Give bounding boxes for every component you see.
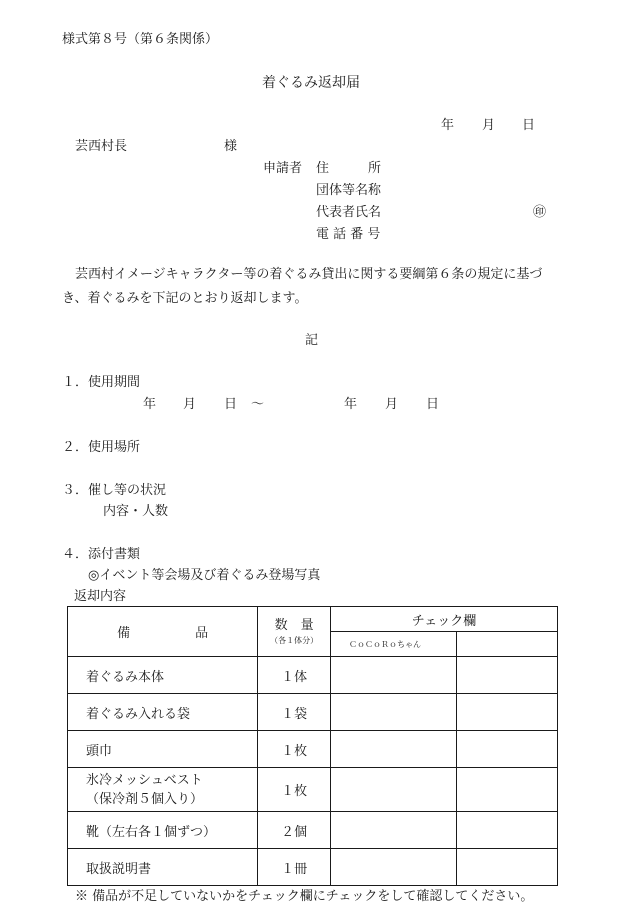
item-name: 着ぐるみ本体 (68, 657, 258, 694)
check-cell[interactable] (456, 849, 557, 886)
table-row (68, 768, 558, 812)
ki-heading: 記 (305, 333, 319, 348)
date-year-label: 年 (441, 118, 455, 133)
period-tilde: 〜 (251, 397, 265, 412)
item-name: 取扱説明書 (68, 849, 258, 886)
check-cell[interactable] (331, 694, 457, 731)
qty-column-header (258, 607, 331, 657)
addressee-name: 芸西村長 (75, 139, 128, 154)
applicant-representative-label: 代表者氏名 (316, 205, 382, 220)
item-name: 靴（左右各１個ずつ） (68, 812, 258, 849)
check-cell[interactable] (331, 849, 457, 886)
item-qty: １冊 (258, 849, 331, 886)
applicant-group-label: 団体等名称 (316, 183, 382, 198)
period-from-year: 年 (143, 397, 157, 412)
check-cell[interactable] (331, 731, 457, 768)
item-qty: １枚 (258, 731, 331, 768)
period-to-day: 日 (426, 397, 440, 412)
period-from-day: 日 (224, 397, 238, 412)
check-cell[interactable] (456, 812, 557, 849)
check-cell[interactable] (456, 731, 557, 768)
footer-note: ※ 備品が不足していないかをチェック欄にチェックをして確認してください。 (75, 889, 534, 904)
table-row (68, 812, 558, 849)
period-to-month: 月 (385, 397, 399, 412)
addressee-honorific: 様 (224, 139, 238, 154)
period-to-year: 年 (344, 397, 358, 412)
item-name: 頭巾 (68, 731, 258, 768)
applicant-phone-label: 電 話 番 号 (316, 227, 381, 242)
date-month-label: 月 (482, 118, 496, 133)
section-1-heading: １．使用期間 (62, 375, 141, 390)
item-name (68, 768, 258, 812)
section-3-heading: ３．催し等の状況 (62, 483, 167, 498)
check-cell[interactable] (331, 768, 457, 812)
applicant-label: 申請者 (263, 161, 303, 176)
item-name-line1: 氷冷メッシュベスト (86, 772, 203, 788)
body-text: 芸西村イメージキャラクター等の着ぐるみ貸出に関する要綱第６条の規定に基づき、着ぐるみを下記のとおり返却します。 (62, 267, 543, 306)
item-qty: ２個 (258, 812, 331, 849)
item-qty: １袋 (258, 694, 331, 731)
page-title: 着ぐるみ返却届 (262, 75, 360, 91)
item-qty: １枚 (258, 768, 331, 812)
check-cell[interactable] (331, 657, 457, 694)
item-column-header: 備 品 (68, 607, 258, 657)
date-day-label: 日 (522, 118, 536, 133)
section-4-heading: ４．添付書類 (62, 547, 141, 562)
check-cell[interactable] (331, 812, 457, 849)
item-name: 着ぐるみ入れる袋 (68, 694, 258, 731)
table-row (68, 849, 558, 886)
check-cell[interactable] (456, 694, 557, 731)
table-row (68, 657, 558, 694)
applicant-address-label: 住 所 (316, 161, 382, 176)
seal-mark: ㊞ (533, 205, 547, 220)
qty-header-label: 数 量 (274, 617, 314, 633)
form-number: 様式第８号（第６条関係） (62, 32, 219, 47)
table-row (68, 694, 558, 731)
table-row (68, 731, 558, 768)
period-from-month: 月 (183, 397, 197, 412)
section-2-heading: ２．使用場所 (62, 440, 141, 455)
check-column-blank (456, 632, 557, 657)
qty-header-sub: （各１体分） (270, 635, 319, 645)
section-4-sub: ◎イベント等会場及び着ぐるみ登場写真 (88, 568, 321, 583)
return-items-table (67, 606, 558, 886)
check-column-header: チェック欄 (331, 607, 558, 632)
check-column-character: ＣｏＣｏＲｏちゃん (331, 632, 457, 657)
return-contents-label: 返却内容 (74, 589, 127, 604)
section-3-sub: 内容・人数 (103, 504, 169, 519)
item-qty: １体 (258, 657, 331, 694)
check-cell[interactable] (456, 768, 557, 812)
check-cell[interactable] (456, 657, 557, 694)
item-name-line2: （保冷剤５個入り） (86, 791, 204, 807)
